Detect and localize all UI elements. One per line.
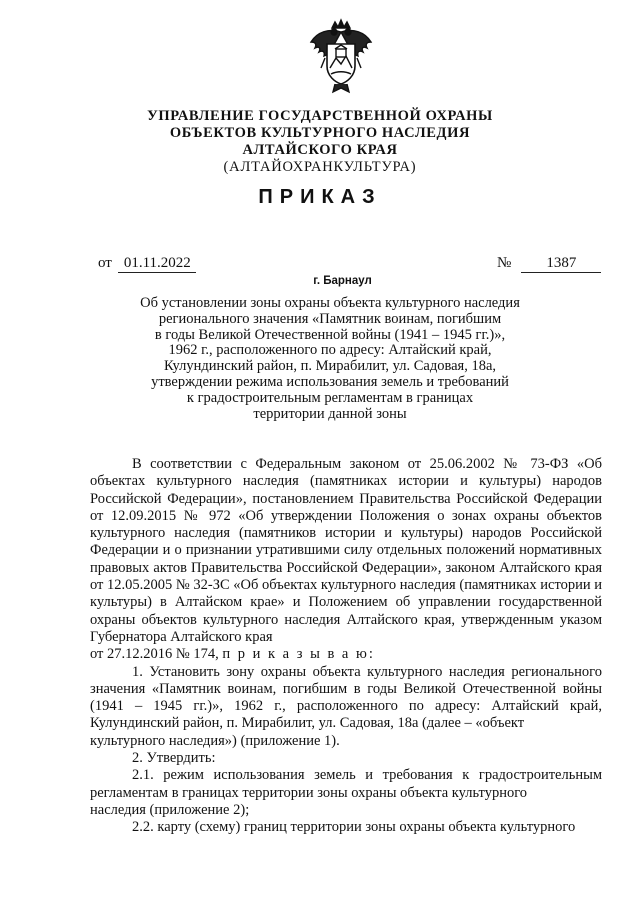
body-line: «Об объектах культурного наследия (памятниках истории и культуры) народов [90, 456, 602, 490]
body-line: В соответствии с Федеральным законом от 25.06.2002 № 73-ФЗ [132, 456, 569, 472]
date-prefix: от [98, 255, 112, 271]
body-line: об управлении государственной охраны объектов культурного наследия [90, 594, 602, 628]
subject-line: Кулундинский район, п. Мирабилит, ул. Садовая, 18а, [163, 358, 497, 375]
subject-line: территории данной зоны [253, 405, 407, 422]
body-line: (1941 – 1945 гг.)», 1962 г., расположенного по адресу: Алтайский край, [90, 698, 602, 715]
order-body [90, 456, 602, 837]
organization-header [0, 108, 640, 176]
org-abbreviation: (АЛТАЙОХРАНКУЛЬТУРА) [223, 159, 417, 175]
item-2-1-last [90, 802, 602, 819]
item-2-1 [90, 767, 602, 802]
body-line: 1. Установить зону охраны объекта культурного наследия регионального [132, 663, 602, 680]
body-line: Российской Федерации и о признании утратившими силу отдельных положений [90, 525, 602, 559]
date-field [98, 255, 196, 273]
org-line-1: УПРАВЛЕНИЕ ГОСУДАРСТВЕННОЙ ОХРАНЫ [147, 108, 493, 124]
body-line: Алтайского края, утвержденным указом Губернатора Алтайского края [90, 611, 603, 645]
body-line: 2.2. карту (схему) границ территории зоны охраны объекта культурного [132, 819, 576, 836]
item-2-2 [90, 819, 602, 836]
org-line-3: АЛТАЙСКОГО КРАЯ [242, 142, 398, 158]
body-line: 2.1. режим использования земель и требования к градостроительным [132, 767, 602, 784]
item-1 [90, 664, 602, 733]
order-word: п р и к а з ы в а ю: [222, 646, 375, 663]
subject-line: к градостроительным регламентам в границах [186, 389, 474, 406]
subject-line: утверждении режима использования земель и требований [151, 373, 509, 390]
number-prefix: № [497, 255, 512, 271]
body-line: нормативных правовых актов Правительства Российской Федерации», законом [90, 542, 602, 576]
body-line: объектов культурного наследия (памятников истории и культуры) народов [90, 507, 602, 542]
item-1-last [90, 733, 602, 750]
body-line: Кулундинский район, п. Мирабилит, ул. Садовая, 18а (далее – «объект [90, 715, 525, 732]
body-line: значения «Памятник воинам, погибшим в годы Великой Отечественной войны [90, 680, 602, 697]
body-line: наследия (приложение 2); [90, 801, 250, 818]
date-value: 01.11.2022 [118, 255, 196, 273]
body-line: Алтайского края от 12.05.2005 № 32-ЗС «Об объектах культурного наследия [90, 559, 602, 594]
subject-line: регионального значения «Памятник воинам, погибшим [158, 310, 502, 327]
body-line: Российской Федерации», постановлением Правительства Российской [90, 490, 528, 507]
body-line: регламентам в границах территории зоны охраны объекта культурного [90, 784, 528, 801]
number-field [497, 255, 601, 273]
coat-of-arms-emblem [305, 18, 377, 98]
city-label: г. Барнаул [313, 275, 372, 287]
body-line: культурного наследия») (приложение 1). [90, 732, 340, 749]
preamble-paragraph [90, 456, 602, 646]
body-line: Федерации от 12.09.2015 № 972 «Об утверждении Положения о зонах охраны [90, 490, 603, 524]
org-line-2: ОБЪЕКТОВ КУЛЬТУРНОГО НАСЛЕДИЯ [169, 125, 471, 141]
preamble-last-line [90, 646, 602, 663]
order-subject [120, 296, 540, 422]
body-line: от 27.12.2016 № 174, [90, 646, 219, 663]
document-title: ПРИКАЗ [258, 186, 382, 208]
subject-line: Об установлении зоны охраны объекта культурного наследия [140, 295, 520, 311]
body-line: 2. Утвердить: [132, 750, 216, 767]
body-line: (памятниках истории и культуры) в Алтайском крае» и Положением [90, 577, 603, 611]
subject-line: 1962 г., расположенного по адресу: Алтайский край, [168, 342, 492, 359]
number-value: 1387 [521, 255, 601, 273]
subject-line: в годы Великой Отечественной войны (1941 – 1945 гг.)», [154, 326, 506, 343]
item-2 [90, 750, 602, 767]
